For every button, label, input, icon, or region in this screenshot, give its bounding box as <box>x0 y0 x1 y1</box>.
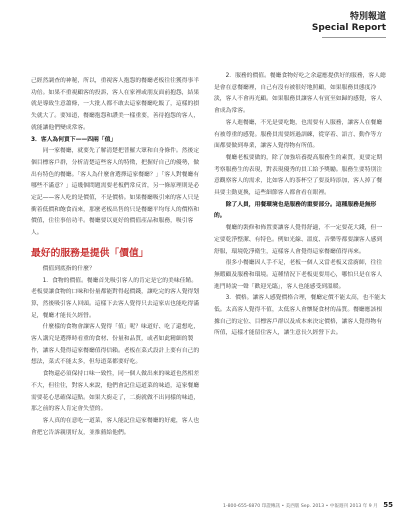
paragraph: 什麼樣的食物會讓客人覺得「值」呢？味道好、吃了還想吃，客人講究是選擇時看重的食材、份量和品質，或者如此精細的製作，讓客人覺得這家餐廳值得信賴。老板在菜式設計上要有自己的想法，菜式不能太多，但每道菜都要好吃。 <box>31 324 200 366</box>
paragraph: 客人進餐廳，不光是要吃飽，也需要有人服務，讓客人在餐廳有被尊重的感覺。服務員需要經過訓練，從穿着、語言、動作等方面都要做到專業，讓客人覺得物有所值。 <box>214 119 383 150</box>
page-footer <box>183 501 393 509</box>
paragraph: 很多小餐廳因人手不足，老板一個人又當老板又當廚師，往往無暇顧及服務和環境。這種情況下老板更要用心，哪怕只是在客人進門時說一聲「歡迎光臨」，客人也能感受到溫暖。 <box>214 260 383 290</box>
paragraph: 餐廳的裝修和佈置要讓客人覺得舒適，不一定要花大錢，但一定要乾淨整潔、有特色。例如光線、溫度、音樂等都要讓客人感到舒服，環境乾淨衛生，這樣客人會覺得這家餐廳值得再來。 <box>214 225 383 255</box>
page-number: 55 <box>383 501 393 509</box>
paragraph: 餐廳老板要做的，除了加強培養提高服務生的素質，更要定期考察服務生的表現，對表現優秀的員工給予獎勵。服務生要特別注意觀察客人的需求，比如客人的茶杯空了要及時添加，客人掉了餐具要主動更換，這些細節客人都會看在眼裡。 <box>214 154 383 197</box>
paragraph: 3．價格。讓客人感覺價格合理，餐廳定價不能太高，也不能太低。太高客人覺得不值，太低客人會懷疑食材的品質。餐廳應該根據自己的定位、目標客戶群以及成本來決定價格，讓客人覺得物有所值，這樣才能留住客人，讓生意長久經營下去。 <box>214 295 386 337</box>
right-column <box>214 71 386 340</box>
section-title-cn: 特別報道 <box>349 12 386 22</box>
subheading: 3．客人為何買下——四兩「值」 <box>31 136 117 143</box>
section-heading: 最好的服務是提供「價值」 <box>31 247 149 259</box>
paragraph: 食物還必須保持口味一致性，同一個人做出來的味道也然相差不大，但往往，對客人來說，他們會記住這道菜的味道，這家餐廳需要花心思確保這點。如果大廚走了，二廚就做不出同樣的味道，那之前的客人肯定會失望的。 <box>31 371 200 413</box>
section-header <box>312 12 386 34</box>
section-title-en: Special Report <box>311 23 386 33</box>
paragraph: 價值到底指的什麼？ <box>42 265 95 272</box>
paragraph-bold: 除了人員，用餐環境也是服務的重要部分。這種服務是無形的。 <box>214 201 377 220</box>
left-column <box>31 76 201 439</box>
paragraph: 2．服務的價值。餐廳食物好吃之余還應提供好的服務，客人總是會在意餐廳裡，自己有沒有被很好地照顧，如果服務員態度冷淡，客人不會再光顧。如果服務員讓客人有賓至如歸的感覺，客人會成為常客。 <box>214 73 386 115</box>
paragraph: 1．食物的價值。餐廳首先吸引客人的肯定是它的美味佳餚。老板要讓食物的口味和份量都能對得起價錢，讓吃完的客人覺得划算，然後吸引客人回頭。這樣下去客人覺得只去這家店也能吃得滿足，餐廳才能長久經營。 <box>31 277 200 319</box>
header-rule <box>322 37 386 38</box>
footer-info: 1-800-655-6870 印證傳訊 • 美西版 Sep. 2013 • 中報週刊 2013 年 9 月 <box>223 504 378 509</box>
paragraph: 客人真的在意吃一道菜，客人能記住這家餐廳的好處，客人也會把它告訴親朋好友，並推薦給他們。 <box>31 417 200 436</box>
paragraph: 同一家餐廳，就要先了解清楚把普羅大眾和自身條件。然後定個目標客戶群，分析清楚這些客人的特徵，把握好自己的優勢，做出有特色的餐廳。「客人為什麼會選擇這家餐廳？」「客人對餐廳有哪些不滿意？」這幾個問題需要老板們常反省，另一條原理則是必定記——客人吃的是價值，不是價格。如果餐廳吸引來的客人只是衝着低價和飽食而來，那麼老板出售的只是餐廳平均每人的價格和價值，住往事倍功半。餐廳要以更好的價值產品和服務，吸引客人。 <box>31 148 200 237</box>
paragraph: 己經然調查的神秘，所以，重視客人抱怨的餐廳老板往往獲得事半功倍。如果不重視顧客的投訴，客人在家裡或朋友面前抱怨，結果就是導致生意蕭條，一大批人都不敢去這家餐廳吃飯了，這樣的損失就大了。要知道，餐廳抱怨和讚美一樣重要，善待抱怨的客人，就能讓他們變成常客。 <box>31 78 200 131</box>
